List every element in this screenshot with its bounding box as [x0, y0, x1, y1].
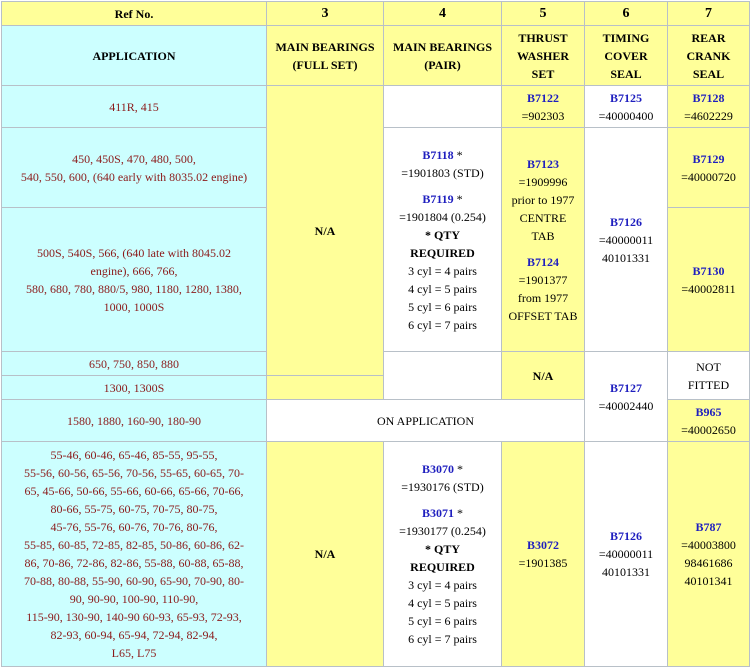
main-bearings-pair-cell: [384, 128, 502, 352]
application-line: 115-90, 130-90, 140-90 60-93, 65-93, 72-93,: [26, 610, 242, 624]
application-line: 55-85, 60-85, 72-85, 82-85, 50-86, 60-86, 62-: [24, 538, 244, 552]
part-note: from 1977: [517, 290, 569, 305]
application-header: APPLICATION: [2, 26, 267, 86]
part-line: [386, 190, 499, 208]
application-cell: [2, 128, 267, 208]
qty-note: * QTY: [424, 542, 460, 556]
thrust-washer-cell: [502, 86, 585, 128]
table-row: [2, 442, 750, 667]
qty-asterisk: *: [453, 147, 463, 162]
application-cell: [2, 442, 267, 667]
main-bearings-pair-cell: [384, 352, 502, 400]
application-line: 90, 90-90, 100-90, 110-90,: [69, 592, 199, 606]
application-line: 1300, 1300S: [103, 380, 165, 395]
col5-title-line: THRUST: [518, 30, 568, 45]
qty-rule: 5 cyl = 6 pairs: [408, 614, 477, 628]
part-number-link[interactable]: B7124: [526, 254, 559, 269]
part-number-link[interactable]: B3070: [421, 462, 454, 476]
col7-title-line: REAR: [691, 30, 726, 45]
part-equivalent: =1930177 (0.254): [399, 524, 486, 538]
na-value: N/A: [314, 223, 336, 238]
na-value: N/A: [314, 547, 336, 561]
ref-number-4: 4: [384, 2, 502, 26]
col4-header: [384, 26, 502, 86]
on-application-cell: [267, 400, 585, 442]
qty-rule: 3 cyl = 4 pairs: [408, 578, 477, 592]
rear-crank-seal-cell: [668, 442, 750, 667]
ref-label: Ref No.: [2, 2, 267, 26]
part-equivalent: =1901377: [518, 272, 568, 287]
application-line: 1000, 1000S: [103, 299, 165, 314]
col6-header: [585, 26, 668, 86]
part-number-link[interactable]: B7125: [609, 90, 642, 105]
part-note: OFFSET TAB: [508, 308, 578, 323]
thrust-washer-cell: [502, 352, 585, 400]
main-bearings-pair-cell: [384, 86, 502, 128]
spacer: [504, 245, 582, 253]
spacer: [386, 496, 499, 504]
part-equivalent: =40003800: [681, 538, 736, 552]
na-value: N/A: [532, 368, 554, 383]
col4-title-line: (PAIR): [424, 57, 461, 72]
part-number-link[interactable]: B7123: [526, 156, 559, 171]
timing-cover-seal-cell: [585, 442, 668, 667]
application-line: 45-76, 55-76, 60-76, 70-76, 80-76,: [50, 520, 218, 534]
rear-crank-seal-cell: [668, 128, 750, 208]
part-number-link[interactable]: B3071: [421, 506, 454, 520]
part-equivalent: =1901385: [518, 556, 568, 570]
application-line: 55-56, 60-56, 65-56, 70-56, 55-65, 60-65, 70-: [24, 466, 244, 480]
col3-title-line: MAIN BEARINGS: [275, 39, 375, 54]
ref-number-7: 7: [668, 2, 750, 26]
part-equivalent: =40000011: [598, 547, 654, 561]
header-row: [2, 26, 750, 86]
part-number-link[interactable]: B7129: [692, 151, 725, 166]
qty-rule: 5 cyl = 6 pairs: [408, 299, 477, 314]
part-equivalent: =40002650: [681, 422, 736, 437]
part-note: prior to 1977: [511, 192, 575, 207]
part-equivalent: =1901803 (STD): [401, 165, 484, 180]
application-line: 411R, 415: [109, 99, 159, 114]
main-bearings-full-set-cell: [267, 86, 384, 376]
main-bearings-pair-cell: [384, 442, 502, 667]
application-line: 450, 450S, 470, 480, 500,: [72, 151, 196, 166]
timing-cover-seal-cell: [585, 86, 668, 128]
col3-header: [267, 26, 384, 86]
qty-asterisk: *: [453, 191, 463, 206]
part-number-link[interactable]: B7126: [609, 214, 642, 229]
application-cell: [2, 208, 267, 352]
part-equivalent: 40101331: [602, 250, 650, 265]
col3-title-line: (FULL SET): [292, 57, 358, 72]
part-equivalent: =40002811: [681, 281, 736, 296]
application-line: 80-66, 55-75, 60-75, 70-75, 80-75,: [50, 502, 218, 516]
application-line: 65, 45-66, 50-66, 55-66, 60-66, 65-66, 70-66,: [24, 484, 244, 498]
part-number-link[interactable]: B7126: [609, 529, 642, 543]
part-number-link[interactable]: B7119: [422, 191, 454, 206]
col4-title-line: MAIN BEARINGS: [392, 39, 492, 54]
application-line: 500S, 540S, 566, (640 late with 8045.02: [37, 245, 231, 260]
col6-title-line: TIMING: [602, 30, 650, 45]
application-line: 580, 680, 780, 880/5, 980, 1180, 1280, 1380,: [26, 281, 242, 296]
part-line: [386, 146, 499, 164]
qty-rule: 3 cyl = 4 pairs: [408, 263, 477, 278]
not-fitted-text: FITTED: [687, 377, 730, 392]
application-line: 540, 550, 600, (640 early with 8035.02 engine): [20, 169, 248, 184]
part-equivalent: 98461686: [684, 556, 733, 570]
rear-crank-seal-cell: [668, 352, 750, 400]
application-cell: [2, 376, 267, 400]
application-line: 70-88, 80-88, 55-90, 60-90, 65-90, 70-90, 80-: [24, 574, 244, 588]
rear-crank-seal-cell: [668, 400, 750, 442]
application-line: 650, 750, 850, 880: [89, 356, 179, 371]
part-number-link[interactable]: B965: [695, 404, 722, 419]
main-bearings-full-set-cell: [267, 442, 384, 667]
part-equivalent: =40000011: [598, 232, 654, 247]
col5-title-line: SET: [531, 66, 555, 81]
part-equivalent: =4602229: [684, 108, 733, 123]
col6-title-line: SEAL: [610, 66, 642, 81]
part-number-link[interactable]: B7118: [422, 147, 454, 162]
qty-rule: 6 cyl = 7 pairs: [408, 632, 477, 646]
part-equivalent: =40000400: [598, 108, 654, 123]
qty-note: REQUIRED: [410, 560, 475, 574]
main-bearings-full-set-cell: [267, 376, 384, 400]
part-line: [386, 460, 499, 478]
part-equivalent: =1901804 (0.254): [399, 209, 486, 224]
part-equivalent: =40000720: [681, 169, 736, 184]
col7-header: [668, 26, 750, 86]
part-number-link[interactable]: B787: [695, 520, 722, 534]
ref-number-5: 5: [502, 2, 585, 26]
application-line: 86, 70-86, 72-86, 82-86, 55-88, 60-88, 65-88,: [24, 556, 244, 570]
thrust-washer-cell: [502, 442, 585, 667]
col5-title-line: WASHER: [516, 48, 569, 63]
rear-crank-seal-cell: [668, 208, 750, 352]
spacer: [386, 182, 499, 190]
application-cell: [2, 400, 267, 442]
part-number-link[interactable]: B7128: [692, 90, 725, 105]
ref-number-3: 3: [267, 2, 384, 26]
qty-note: * QTY: [424, 227, 460, 242]
part-number-link[interactable]: B7122: [526, 90, 559, 105]
ref-number-6: 6: [585, 2, 668, 26]
part-equivalent: =902303: [521, 108, 565, 123]
thrust-washer-cell: [502, 128, 585, 352]
not-fitted-text: NOT: [696, 359, 721, 374]
col7-title-line: CRANK: [686, 48, 731, 63]
part-number-link[interactable]: B7127: [609, 380, 642, 395]
rear-crank-seal-cell: [668, 86, 750, 128]
part-equivalent: =1930176 (STD): [401, 480, 484, 494]
part-number-link[interactable]: B7130: [692, 263, 725, 278]
ref-row: [2, 2, 750, 26]
qty-asterisk: *: [454, 462, 463, 476]
part-equivalent: =1909996: [518, 174, 568, 189]
application-cell: [2, 352, 267, 376]
application-line: 55-46, 60-46, 65-46, 85-55, 95-55,: [50, 448, 218, 462]
qty-rule: 6 cyl = 7 pairs: [408, 317, 477, 332]
timing-cover-seal-cell: [585, 352, 668, 442]
application-line: 1580, 1880, 160-90, 180-90: [67, 413, 201, 428]
col5-header: [502, 26, 585, 86]
part-line: [386, 504, 499, 522]
qty-note: REQUIRED: [410, 245, 475, 260]
part-equivalent: 40101331: [602, 565, 650, 579]
qty-rule: 4 cyl = 5 pairs: [408, 596, 477, 610]
bearing-seal-table: [1, 1, 750, 667]
qty-asterisk: *: [454, 506, 463, 520]
part-note: CENTRE: [519, 210, 567, 225]
on-application-text: ON APPLICATION: [376, 413, 474, 428]
part-equivalent: =40002440: [598, 398, 654, 413]
col7-title-line: SEAL: [692, 66, 725, 81]
part-number-link[interactable]: B3072: [526, 538, 559, 552]
qty-rule: 4 cyl = 5 pairs: [408, 281, 477, 296]
application-line: 82-93, 60-94, 65-94, 72-94, 82-94,: [50, 628, 218, 642]
part-equivalent: 40101341: [684, 574, 733, 588]
table-row: [2, 86, 750, 128]
timing-cover-seal-cell: [585, 128, 668, 352]
col6-title-line: COVER: [604, 48, 648, 63]
application-line: L65, L75: [111, 646, 157, 660]
part-note: TAB: [531, 228, 555, 243]
application-line: engine), 666, 766,: [90, 263, 178, 278]
application-cell: [2, 86, 267, 128]
